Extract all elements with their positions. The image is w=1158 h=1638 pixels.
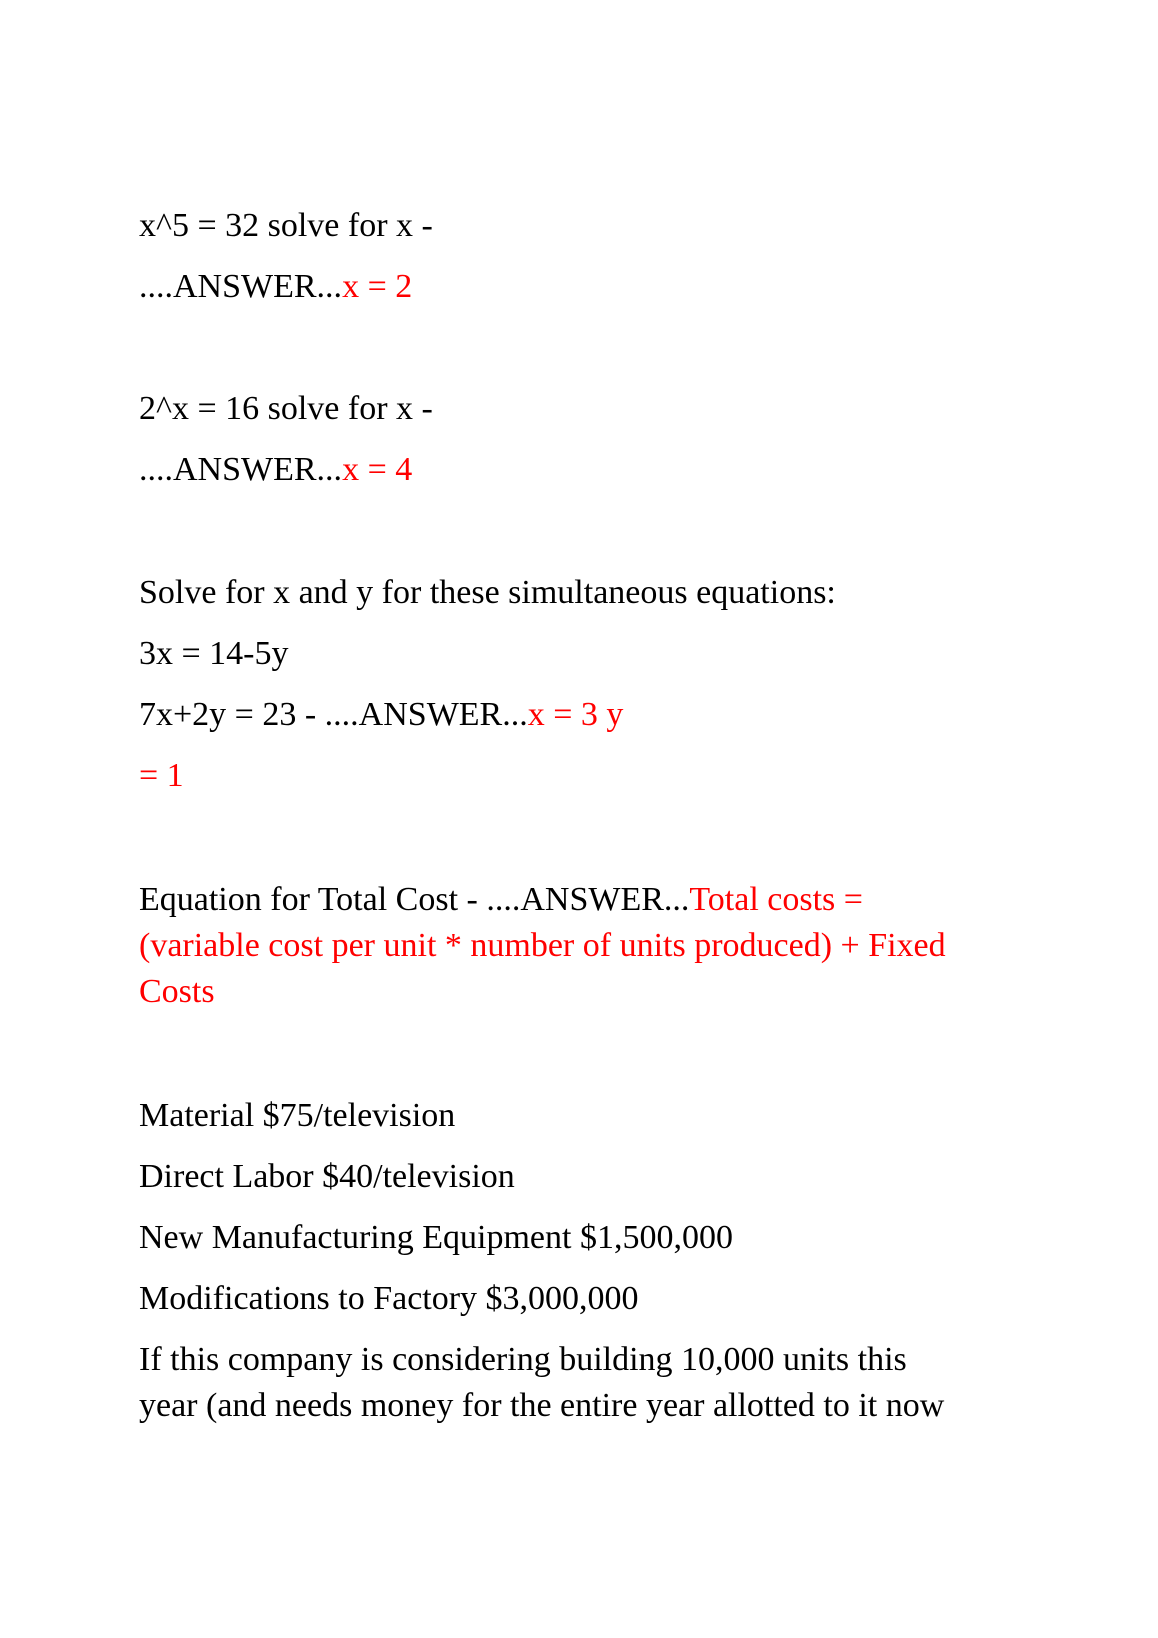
question-5: [139, 1093, 1039, 1429]
question-1: [139, 203, 1039, 310]
scenario-text-line-2: year (and needs money for the entire year allotted to it now: [139, 1387, 945, 1424]
question-4-line-1: [139, 877, 1039, 923]
scenario-text-line-1: If this company is considering building 10,000 units this: [139, 1341, 907, 1378]
answer-value: x = 4: [342, 451, 413, 488]
question-2-text: 2^x = 16 solve for x -: [139, 390, 433, 427]
question-1-answer-line: [139, 264, 1039, 310]
answer-value: x = 2: [342, 268, 413, 305]
answer-prefix: 7x+2y = 23 - ....ANSWER...: [139, 696, 528, 733]
question-1-text: x^5 = 32 solve for x -: [139, 207, 433, 244]
equipment-cost: New Manufacturing Equipment $1,500,000: [139, 1219, 733, 1256]
answer-prefix: ....ANSWER...: [139, 268, 343, 305]
answer-prefix: Equation for Total Cost - ....ANSWER...: [139, 881, 690, 918]
question-2: [139, 386, 1039, 493]
question-2-answer-line: [139, 447, 1039, 493]
question-3-equation-1: 3x = 14-5y: [139, 635, 289, 672]
answer-value-continued: = 1: [139, 757, 184, 794]
answer-value: x = 3 y: [527, 696, 624, 733]
labor-cost: Direct Labor $40/television: [139, 1158, 515, 1195]
question-3-equation-2: [139, 692, 1039, 738]
question-3: [139, 570, 1039, 799]
question-4: [139, 877, 1039, 1015]
answer-value: Total costs =: [689, 881, 863, 918]
factory-cost: Modifications to Factory $3,000,000: [139, 1280, 639, 1317]
answer-value-continued: (variable cost per unit * number of units produced) + Fixed: [139, 927, 946, 964]
answer-prefix: ....ANSWER...: [139, 451, 343, 488]
answer-value-continued: Costs: [139, 973, 215, 1010]
question-3-intro: Solve for x and y for these simultaneous equations:: [139, 574, 836, 611]
material-cost: Material $75/television: [139, 1097, 456, 1134]
